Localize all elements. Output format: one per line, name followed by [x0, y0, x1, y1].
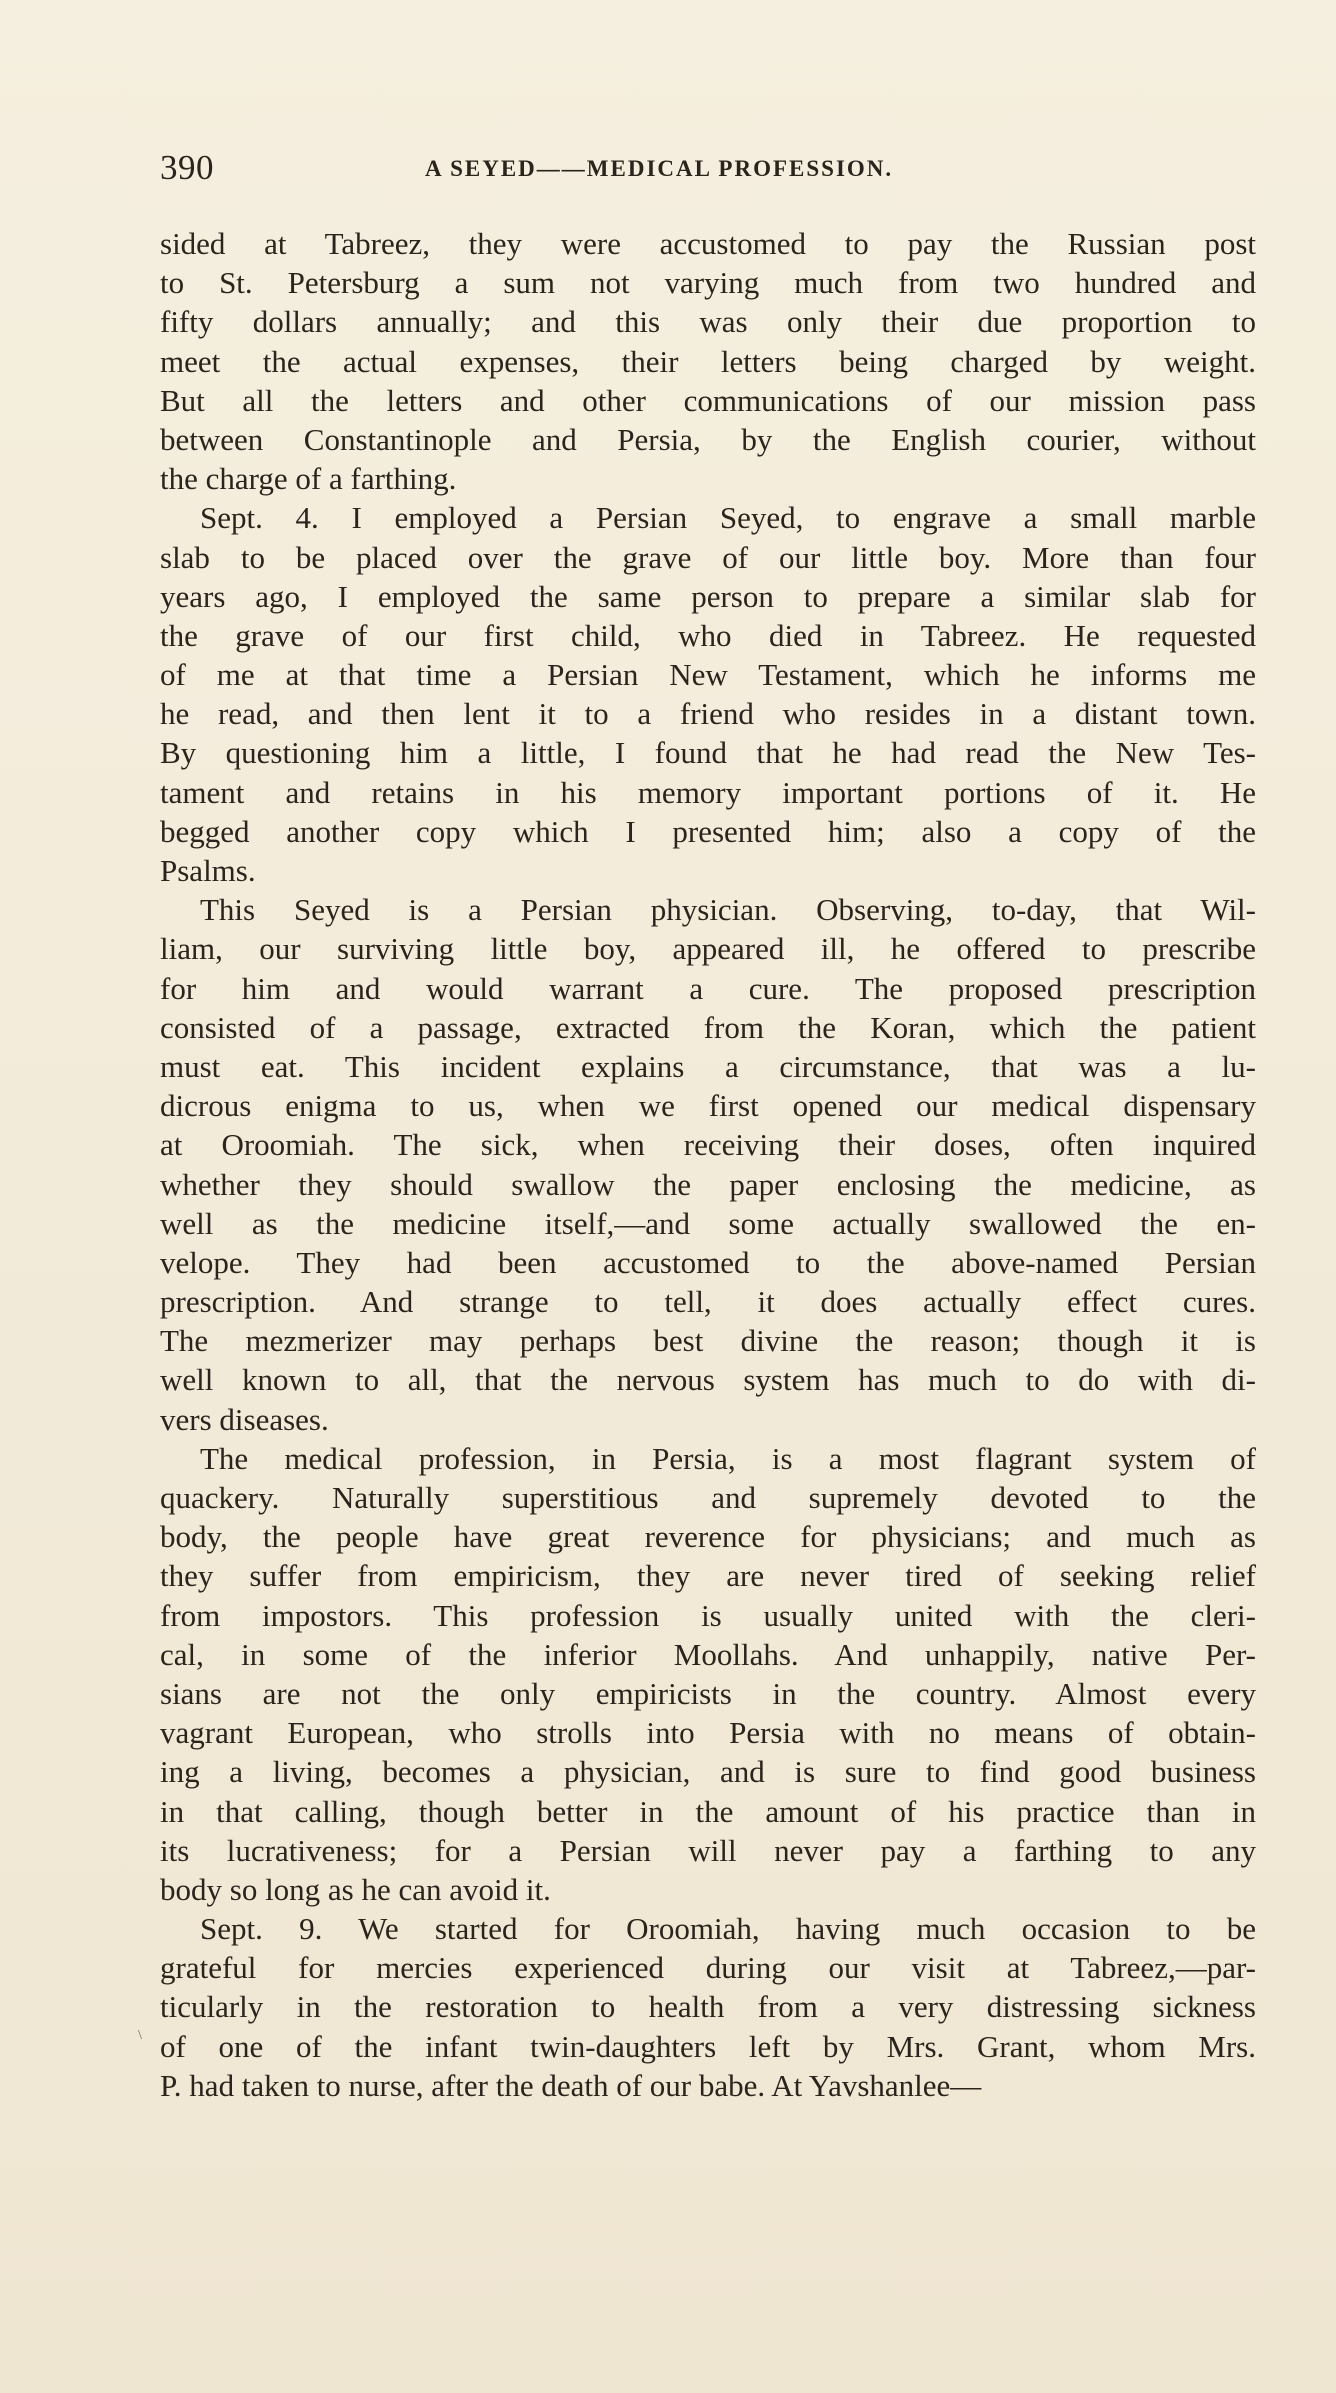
- text-line: This Seyed is a Persian physician. Observing, to-day, that Wil-: [200, 892, 1256, 928]
- text-line: sided at Tabreez, they were accustomed to pay the Russian post: [160, 226, 1256, 261]
- text-line: begged another copy which I presented him; also a copy of the: [160, 813, 1256, 849]
- text-line: prescription. And strange to tell, it does actually effect cures.: [160, 1284, 1256, 1320]
- text-line: tament and retains in his memory important portions of it. He: [160, 774, 1256, 810]
- text-line: they suffer from empiricism, they are never tired of seeking relief: [160, 1558, 1256, 1594]
- running-title: A SEYED——MEDICAL PROFESSION.: [425, 156, 894, 181]
- text-line: consisted of a passage, extracted from the Koran, which the patient: [160, 1009, 1256, 1045]
- text-line: the charge of a farthing.: [160, 461, 457, 497]
- text-line: from impostors. This profession is usually united with the cleri-: [160, 1597, 1256, 1633]
- text-line: Sept. 4. I employed a Persian Seyed, to engrave a small marble: [200, 500, 1256, 536]
- text-line: vers diseases.: [160, 1401, 329, 1437]
- text-line: sians are not the only empiricists in the country. Almost every: [160, 1675, 1256, 1711]
- text-line: of one of the infant twin-daughters left by Mrs. Grant, whom Mrs.: [160, 2028, 1256, 2064]
- text-line: between Constantinople and Persia, by the English courier, without: [160, 421, 1256, 457]
- text-line: vagrant European, who strolls into Persia with no means of obtain-: [160, 1715, 1256, 1751]
- text-line: grateful for mercies experienced during our visit at Tabreez,—par-: [160, 1950, 1256, 1986]
- text-line: its lucrativeness; for a Persian will never pay a farthing to any: [160, 1832, 1256, 1868]
- text-line: he read, and then lent it to a friend who resides in a distant town.: [160, 696, 1256, 732]
- text-line: in that calling, though better in the amount of his practice than in: [160, 1793, 1256, 1829]
- text-line: years ago, I employed the same person to prepare a similar slab for: [160, 578, 1256, 614]
- text-line: at Oroomiah. The sick, when receiving their doses, often inquired: [160, 1127, 1256, 1163]
- text-line: slab to be placed over the grave of our little boy. More than four: [160, 539, 1256, 575]
- text-line: body so long as he can avoid it.: [160, 1871, 551, 1907]
- text-line: of me at that time a Persian New Testament, which he informs me: [160, 657, 1256, 693]
- text-line: well known to all, that the nervous system has much to do with di-: [160, 1362, 1256, 1398]
- text-line: velope. They had been accustomed to the above-named Persian: [160, 1244, 1256, 1280]
- text-line: P. had taken to nurse, after the death of our babe. At Yavshanlee—: [160, 2067, 982, 2103]
- running-head: [160, 148, 1256, 198]
- text-line: body, the people have great reverence for physicians; and much as: [160, 1519, 1256, 1555]
- text-line: The mezmerizer may perhaps best divine the reason; though it is: [160, 1323, 1256, 1359]
- text-line: dicrous enigma to us, when we first opened our medical dispensary: [160, 1088, 1256, 1124]
- text-line: cal, in some of the inferior Moollahs. And unhappily, native Per-: [160, 1636, 1256, 1672]
- text-line: to St. Petersburg a sum not varying much from two hundred and: [160, 265, 1256, 301]
- stray-ink-mark: \: [138, 2028, 142, 2043]
- page-number: 390: [160, 148, 214, 187]
- text-line: By questioning him a little, I found that he had read the New Tes-: [160, 735, 1256, 771]
- text-line: fifty dollars annually; and this was only their due proportion to: [160, 304, 1256, 340]
- text-line: liam, our surviving little boy, appeared ill, he offered to prescribe: [160, 931, 1256, 967]
- body-text: [160, 224, 1256, 2105]
- text-line: whether they should swallow the paper enclosing the medicine, as: [160, 1166, 1256, 1202]
- text-line: The medical profession, in Persia, is a most flagrant system of: [200, 1440, 1256, 1476]
- text-line: ticularly in the restoration to health from a very distressing sickness: [160, 1989, 1256, 2025]
- text-line: must eat. This incident explains a circumstance, that was a lu-: [160, 1048, 1256, 1084]
- text-line: ing a living, becomes a physician, and is sure to find good business: [160, 1754, 1256, 1790]
- text-line: quackery. Naturally superstitious and supremely devoted to the: [160, 1480, 1256, 1515]
- text-line: for him and would warrant a cure. The proposed prescription: [160, 970, 1256, 1006]
- text-line: well as the medicine itself,—and some actually swallowed the en-: [160, 1205, 1256, 1241]
- text-line: Sept. 9. We started for Oroomiah, having much occasion to be: [200, 1911, 1256, 1947]
- text-line: the grave of our first child, who died in Tabreez. He requested: [160, 617, 1256, 653]
- text-line: meet the actual expenses, their letters being charged by weight.: [160, 343, 1256, 379]
- text-line: Psalms.: [160, 853, 256, 888]
- text-line: But all the letters and other communications of our mission pass: [160, 382, 1256, 418]
